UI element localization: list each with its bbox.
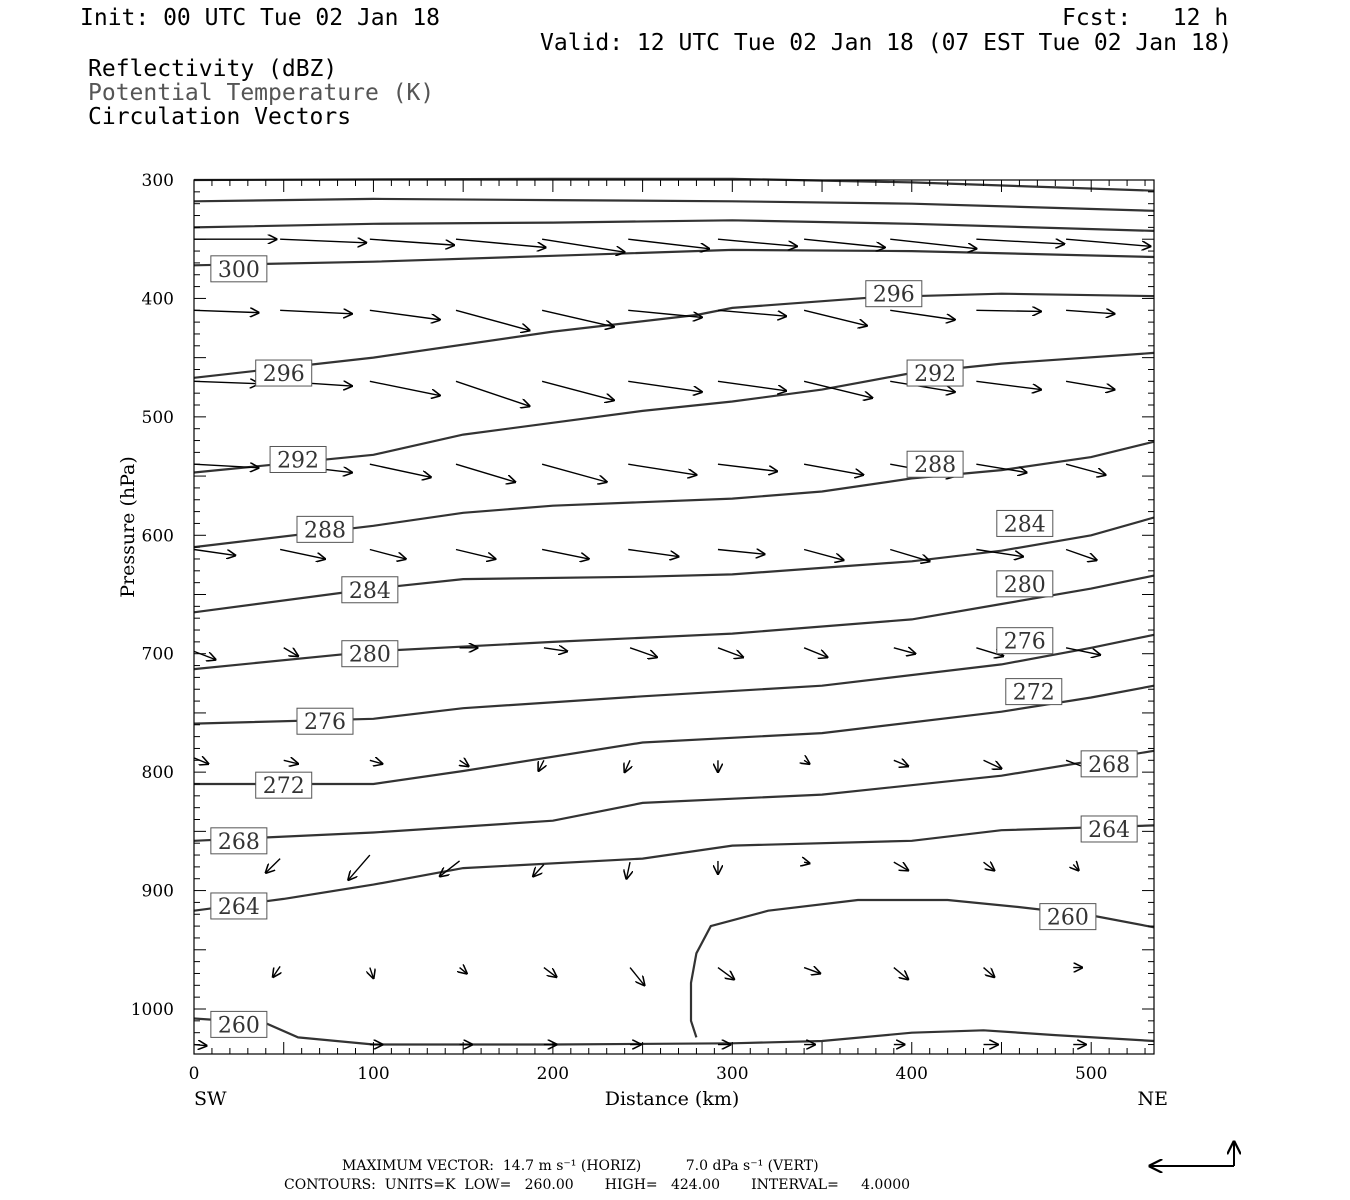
circulation-vector bbox=[194, 651, 216, 659]
circulation-vector bbox=[1066, 310, 1114, 314]
circulation-vector bbox=[894, 760, 908, 766]
x-tick-label: 100 bbox=[357, 1064, 390, 1084]
svg-text:260: 260 bbox=[217, 1013, 260, 1039]
svg-text:280: 280 bbox=[348, 642, 391, 668]
circulation-vector bbox=[542, 464, 607, 482]
y-tick-label: 700 bbox=[141, 644, 174, 665]
y-tick-label: 800 bbox=[141, 763, 174, 784]
circulation-vector bbox=[456, 239, 546, 247]
reference-vector-icon bbox=[1150, 1142, 1234, 1166]
svg-text:268: 268 bbox=[1088, 752, 1131, 778]
circulation-vector bbox=[284, 648, 298, 656]
y-tick-label: 400 bbox=[141, 289, 174, 310]
field-label-theta: Potential Temperature (K) bbox=[88, 80, 435, 106]
circulation-vector bbox=[1066, 381, 1114, 389]
x-tick-label: 400 bbox=[895, 1064, 928, 1084]
contour-label-276 bbox=[997, 628, 1053, 655]
svg-text:264: 264 bbox=[217, 894, 260, 920]
circulation-vector bbox=[718, 968, 734, 980]
svg-text:276: 276 bbox=[303, 710, 346, 736]
circulation-vector bbox=[544, 968, 557, 977]
field-label-reflectivity: Reflectivity (dBZ) bbox=[88, 56, 338, 82]
circulation-vector bbox=[280, 549, 325, 558]
y-tick-label: 300 bbox=[141, 171, 174, 191]
circulation-vector bbox=[804, 760, 809, 764]
svg-text:272: 272 bbox=[262, 774, 305, 800]
circulation-vector bbox=[1066, 464, 1105, 475]
circulation-vector bbox=[976, 310, 1041, 311]
circulation-vector bbox=[456, 310, 530, 330]
circulation-vector bbox=[804, 239, 885, 247]
y-tick-label: 1000 bbox=[130, 999, 174, 1020]
circulation-vector bbox=[628, 239, 709, 248]
circulation-vector bbox=[718, 464, 777, 471]
valid-time-label: Valid: 12 UTC Tue 02 Jan 18 (07 EST Tue 02 Jan 18) bbox=[540, 30, 1233, 56]
contour-label-284 bbox=[342, 577, 398, 604]
circulation-vector bbox=[544, 648, 567, 652]
svg-text:288: 288 bbox=[303, 518, 346, 544]
contour-label-272 bbox=[1006, 679, 1062, 706]
circulation-vector bbox=[370, 549, 406, 558]
circulation-vector bbox=[626, 862, 630, 879]
circulation-vector bbox=[542, 310, 614, 327]
circulation-vector bbox=[718, 381, 786, 390]
x-tick-label: 200 bbox=[536, 1064, 570, 1084]
circulation-vector bbox=[804, 464, 863, 475]
circulation-vector bbox=[280, 239, 366, 243]
circulation-vector bbox=[194, 381, 259, 383]
theta-contour-top-1 bbox=[194, 199, 1154, 211]
contour-label-288 bbox=[297, 516, 353, 543]
circulation-vector bbox=[194, 758, 208, 764]
circulation-vector bbox=[976, 381, 1041, 389]
circulation-vector bbox=[542, 381, 614, 400]
circulation-vector bbox=[984, 862, 995, 870]
contour-label-268 bbox=[1081, 751, 1137, 778]
circulation-vector bbox=[539, 760, 544, 771]
contour-label-264 bbox=[211, 893, 267, 920]
circulation-vector bbox=[894, 862, 908, 870]
contour-label-280 bbox=[997, 571, 1053, 598]
init-time-label: Init: 00 UTC Tue 02 Jan 18 bbox=[80, 5, 441, 31]
circulation-vector bbox=[194, 310, 259, 312]
contour-label-296 bbox=[256, 360, 312, 387]
circulation-vector bbox=[718, 549, 765, 554]
circulation-vector bbox=[628, 310, 702, 317]
circulation-vector bbox=[460, 760, 469, 766]
circulation-vector bbox=[718, 648, 743, 657]
circulation-vector bbox=[630, 968, 644, 986]
contour-label-292 bbox=[907, 360, 963, 387]
circulation-vector bbox=[630, 648, 657, 657]
svg-text:276: 276 bbox=[1003, 629, 1046, 655]
circulation-vector bbox=[625, 760, 630, 772]
circulation-vector bbox=[718, 239, 797, 246]
circulation-vector bbox=[894, 968, 908, 980]
circulation-vector bbox=[456, 549, 495, 558]
circulation-vector bbox=[542, 239, 625, 252]
circulation-vector bbox=[280, 310, 352, 314]
x-end-label-sw: SW bbox=[194, 1088, 227, 1110]
circulation-vector bbox=[1066, 239, 1150, 246]
svg-text:300: 300 bbox=[217, 257, 260, 283]
theta-contour-296 bbox=[194, 294, 1154, 378]
theta-contour-264 bbox=[194, 825, 1154, 910]
svg-text:272: 272 bbox=[1012, 680, 1055, 706]
circulation-vector bbox=[984, 968, 995, 977]
x-tick-label: 500 bbox=[1074, 1064, 1108, 1084]
circulation-vector bbox=[628, 381, 702, 392]
circulation-vector bbox=[984, 760, 1002, 768]
circulation-vector bbox=[628, 464, 696, 475]
circulation-vector bbox=[890, 310, 955, 319]
circulation-vector bbox=[533, 865, 544, 877]
svg-text:280: 280 bbox=[1003, 572, 1046, 598]
circulation-vector bbox=[460, 968, 467, 974]
contour-label-260 bbox=[1040, 904, 1096, 931]
svg-text:284: 284 bbox=[348, 578, 391, 604]
svg-text:264: 264 bbox=[1088, 817, 1131, 843]
contour-label-268 bbox=[211, 828, 267, 855]
circulation-vector bbox=[894, 648, 916, 654]
circulation-vector bbox=[804, 862, 809, 863]
contour-label-276 bbox=[297, 708, 353, 735]
svg-text:292: 292 bbox=[277, 448, 320, 474]
contour-label-284 bbox=[997, 510, 1053, 537]
circulation-vector bbox=[284, 760, 298, 764]
contour-info-note: CONTOURS: UNITS=K LOW= 260.00 HIGH= 424.00 INTERVAL= 4.0000 bbox=[284, 1177, 911, 1193]
svg-text:292: 292 bbox=[914, 362, 957, 388]
circulation-vector bbox=[266, 859, 280, 873]
y-tick-label: 900 bbox=[141, 881, 174, 902]
circulation-vector bbox=[348, 855, 370, 880]
circulation-vector bbox=[456, 464, 515, 482]
circulation-vector bbox=[890, 239, 976, 248]
theta-contour-260 bbox=[194, 1019, 1154, 1045]
x-axis-title: Distance (km) bbox=[604, 1088, 740, 1110]
circulation-vector bbox=[273, 966, 280, 977]
circulation-vector bbox=[1066, 549, 1097, 560]
circulation-vector bbox=[804, 648, 827, 657]
y-axis-title: Pressure (hPa) bbox=[117, 456, 139, 598]
circulation-vector bbox=[370, 968, 374, 979]
circulation-vector bbox=[804, 310, 867, 325]
svg-text:260: 260 bbox=[1046, 905, 1089, 931]
circulation-vector bbox=[370, 760, 383, 764]
contour-label-288 bbox=[907, 451, 963, 478]
circulation-vector bbox=[1073, 865, 1078, 871]
svg-text:268: 268 bbox=[217, 829, 260, 855]
circulation-vector bbox=[890, 549, 929, 561]
theta-contour-292 bbox=[194, 353, 1154, 473]
contour-label-292 bbox=[270, 446, 326, 473]
circulation-vector bbox=[804, 549, 843, 560]
x-end-label-ne: NE bbox=[1137, 1088, 1168, 1110]
circulation-vector bbox=[370, 239, 454, 245]
contour-label-296 bbox=[866, 281, 922, 308]
theta-contour-268 bbox=[194, 751, 1154, 841]
circulation-vector bbox=[976, 239, 1064, 244]
circulation-vector bbox=[194, 549, 235, 555]
circulation-vector bbox=[628, 549, 678, 556]
theta-contour-top-2 bbox=[194, 220, 1154, 231]
contour-label-264 bbox=[1081, 816, 1137, 843]
circulation-vector bbox=[718, 310, 786, 316]
theta-contour-300 bbox=[194, 250, 1154, 265]
contour-label-280 bbox=[342, 641, 398, 668]
contour-label-260 bbox=[211, 1011, 267, 1038]
circulation-vector bbox=[370, 381, 440, 395]
svg-text:284: 284 bbox=[1003, 512, 1046, 538]
y-tick-label: 600 bbox=[141, 526, 174, 547]
circulation-vector bbox=[542, 549, 589, 558]
max-vector-note: MAXIMUM VECTOR: 14.7 m s⁻¹ (HORIZ) 7.0 dPa s⁻¹ (VERT) bbox=[342, 1158, 819, 1174]
circulation-vector bbox=[456, 381, 530, 406]
svg-text:288: 288 bbox=[914, 453, 957, 479]
svg-text:296: 296 bbox=[262, 362, 305, 388]
field-label-vectors: Circulation Vectors bbox=[88, 104, 352, 130]
forecast-hour-label: Fcst: 12 h bbox=[1062, 5, 1229, 31]
contour-label-300 bbox=[211, 256, 267, 283]
contour-label-272 bbox=[256, 772, 312, 799]
circulation-vector bbox=[370, 310, 440, 319]
x-tick-label: 0 bbox=[188, 1064, 200, 1084]
y-tick-label: 500 bbox=[141, 407, 174, 428]
circulation-vector bbox=[804, 968, 820, 974]
x-tick-label: 300 bbox=[716, 1064, 749, 1084]
circulation-vector bbox=[370, 464, 431, 477]
svg-text:296: 296 bbox=[872, 282, 915, 308]
